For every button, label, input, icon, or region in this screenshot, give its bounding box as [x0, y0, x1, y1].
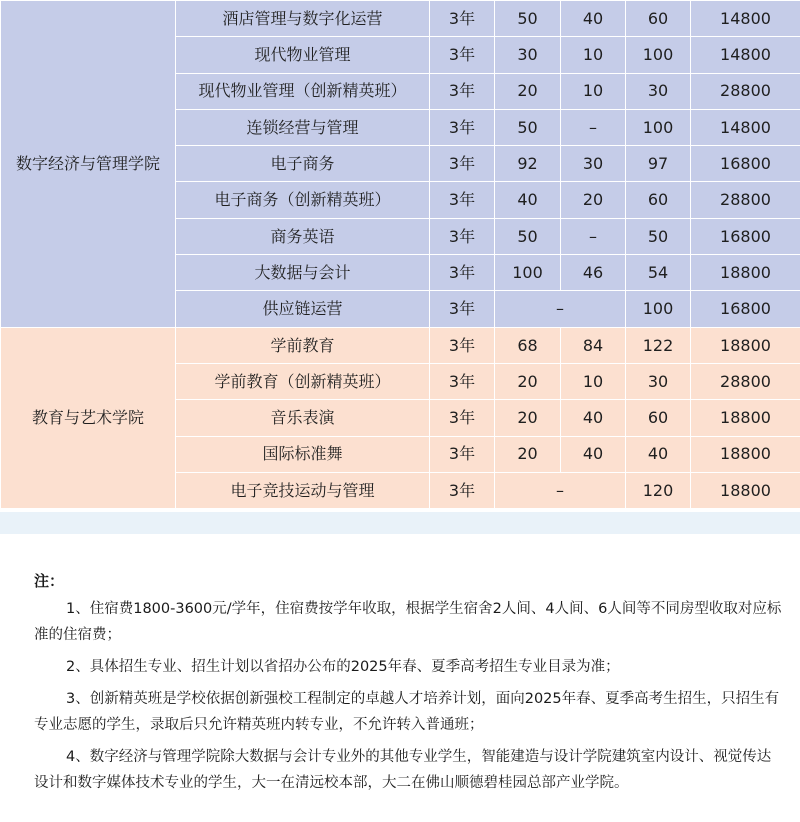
duration: 3年 [430, 1, 495, 37]
quota-2: 40 [561, 1, 626, 37]
quota-total: 60 [626, 400, 691, 436]
duration: 3年 [430, 436, 495, 472]
duration: 3年 [430, 218, 495, 254]
table-row [1, 327, 800, 363]
major-name: 电子竞技运动与管理 [176, 472, 430, 508]
section-divider [0, 512, 800, 534]
quota-total: 40 [626, 436, 691, 472]
quota-total: 100 [626, 109, 691, 145]
quota-total: 97 [626, 146, 691, 182]
major-name: 大数据与会计 [176, 255, 430, 291]
tuition-fee: 28800 [691, 363, 800, 399]
major-name: 电子商务（创新精英班） [176, 182, 430, 218]
duration: 3年 [430, 327, 495, 363]
major-name: 学前教育 [176, 327, 430, 363]
quota-2: 40 [561, 400, 626, 436]
quota-total: 60 [626, 182, 691, 218]
duration: 3年 [430, 37, 495, 73]
duration: 3年 [430, 146, 495, 182]
tuition-fee: 16800 [691, 291, 800, 327]
duration: 3年 [430, 291, 495, 327]
duration: 3年 [430, 472, 495, 508]
quota-total: 54 [626, 255, 691, 291]
major-name: 酒店管理与数字化运营 [176, 1, 430, 37]
quota-2: 10 [561, 37, 626, 73]
quota-2: 10 [561, 73, 626, 109]
duration: 3年 [430, 109, 495, 145]
tuition-fee: 18800 [691, 472, 800, 508]
major-name: 现代物业管理 [176, 37, 430, 73]
notes-title: 注： [34, 572, 65, 590]
quota-total: 60 [626, 1, 691, 37]
tuition-fee: 16800 [691, 218, 800, 254]
quota-2: 46 [561, 255, 626, 291]
quota-1: 68 [495, 327, 561, 363]
quota-2: 20 [561, 182, 626, 218]
quota-1: 20 [495, 400, 561, 436]
tuition-fee: 28800 [691, 182, 800, 218]
notes-panel [0, 534, 800, 822]
quota-total: 100 [626, 37, 691, 73]
duration: 3年 [430, 400, 495, 436]
note-item: 3、创新精英班是学校依据创新强校工程制定的卓越人才培养计划，面向2025年春、夏季高考生招生，只招生有专业志愿的学生，录取后只允许精英班内转专业，不允许转入普通班； [34, 691, 780, 733]
quota-2: – [561, 109, 626, 145]
quota-total: 120 [626, 472, 691, 508]
quota-1: 50 [495, 109, 561, 145]
table-row [1, 1, 800, 37]
tuition-fee: 18800 [691, 400, 800, 436]
quota-1: 100 [495, 255, 561, 291]
quota-total: 50 [626, 218, 691, 254]
quota-total: 30 [626, 73, 691, 109]
major-name: 现代物业管理（创新精英班） [176, 73, 430, 109]
quota-merged: – [495, 291, 626, 327]
major-name: 商务英语 [176, 218, 430, 254]
quota-1: 50 [495, 218, 561, 254]
quota-1: 20 [495, 73, 561, 109]
major-name: 连锁经营与管理 [176, 109, 430, 145]
quota-2: – [561, 218, 626, 254]
quota-total: 30 [626, 363, 691, 399]
tuition-fee: 28800 [691, 73, 800, 109]
note-item: 2、具体招生专业、招生计划以省招办公布的2025年春、夏季高考招生专业目录为准； [66, 659, 620, 675]
quota-total: 100 [626, 291, 691, 327]
quota-2: 40 [561, 436, 626, 472]
quota-2: 30 [561, 146, 626, 182]
quota-1: 40 [495, 182, 561, 218]
tuition-fee: 14800 [691, 37, 800, 73]
major-name: 国际标准舞 [176, 436, 430, 472]
college-name: 教育与艺术学院 [1, 327, 176, 508]
major-name: 电子商务 [176, 146, 430, 182]
college-name: 数字经济与管理学院 [1, 1, 176, 328]
quota-1: 20 [495, 436, 561, 472]
quota-2: 10 [561, 363, 626, 399]
tuition-fee: 16800 [691, 146, 800, 182]
major-name: 音乐表演 [176, 400, 430, 436]
quota-merged: – [495, 472, 626, 508]
quota-1: 20 [495, 363, 561, 399]
quota-1: 92 [495, 146, 561, 182]
major-name: 供应链运营 [176, 291, 430, 327]
duration: 3年 [430, 363, 495, 399]
major-name: 学前教育（创新精英班） [176, 363, 430, 399]
duration: 3年 [430, 182, 495, 218]
note-item: 4、数字经济与管理学院除大数据与会计专业外的其他专业学生，智能建造与设计学院建筑室内设计、视觉传达设计和数字媒体技术专业的学生，大一在清远校本部，大二在佛山顺德碧桂园总部产业学院。 [34, 749, 772, 791]
duration: 3年 [430, 255, 495, 291]
quota-2: 84 [561, 327, 626, 363]
tuition-fee: 18800 [691, 436, 800, 472]
quota-total: 122 [626, 327, 691, 363]
tuition-fee: 14800 [691, 109, 800, 145]
tuition-fee: 18800 [691, 255, 800, 291]
duration: 3年 [430, 73, 495, 109]
quota-1: 30 [495, 37, 561, 73]
tuition-fee: 14800 [691, 1, 800, 37]
note-item: 1、住宿费1800-3600元/学年，住宿费按学年收取，根据学生宿舍2人间、4人间、6人间等不同房型收取对应标准的住宿费； [34, 601, 782, 643]
tuition-fee: 18800 [691, 327, 800, 363]
quota-1: 50 [495, 1, 561, 37]
